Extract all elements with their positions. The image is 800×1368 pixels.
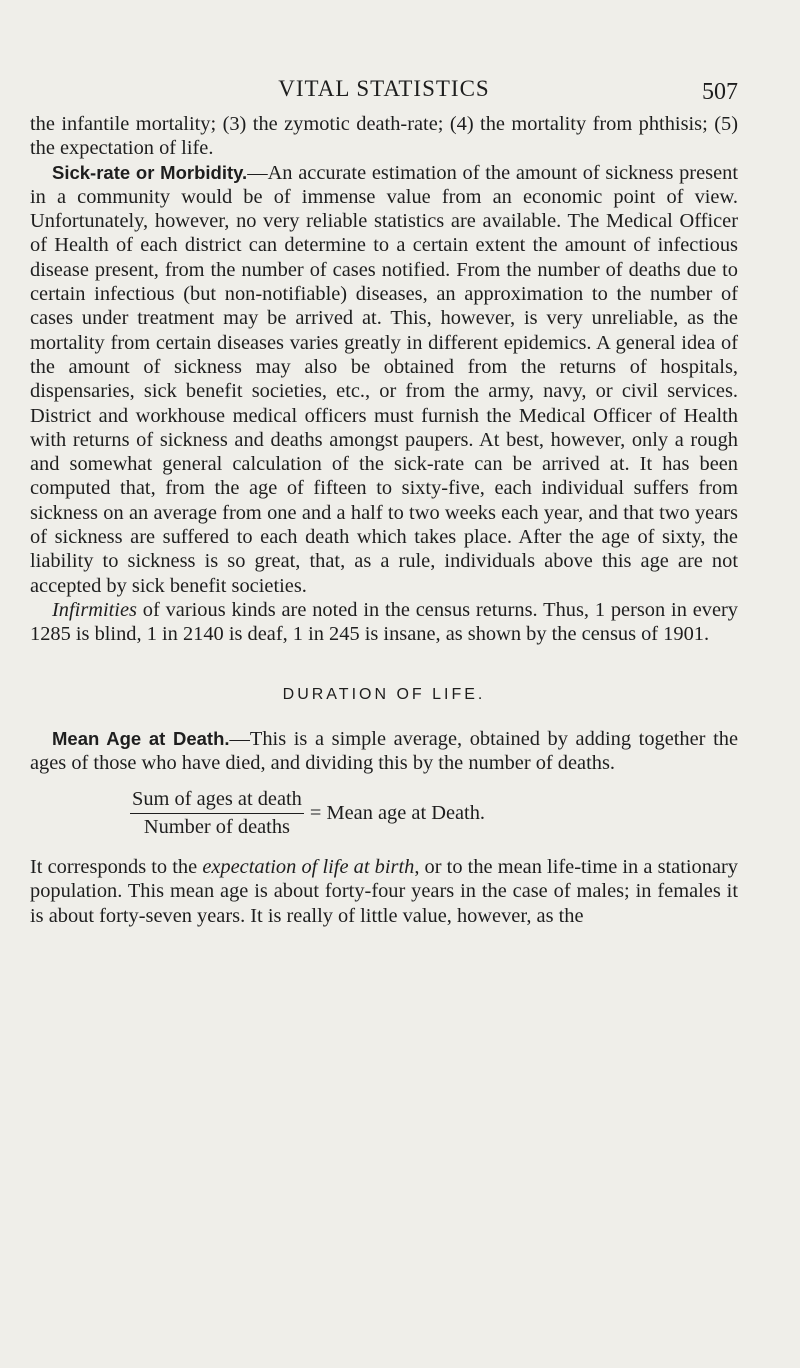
paragraph-text: —This is a simple average, obtained by adding together the ages of those who have died, and dividing this by the number of deaths.: [30, 727, 738, 775]
paragraph-sick-rate: [30, 161, 738, 598]
running-title: VITAL STATISTICS: [278, 76, 490, 101]
paragraph-text: the infantile mortality; (3) the zymotic death-rate; (4) the mortality from phthisis; (5) the expectation of life.: [30, 113, 738, 160]
paragraph-text-lead: It corresponds to the: [30, 856, 203, 879]
fraction-numerator: Sum of ages at death: [130, 787, 304, 813]
paragraph-infirmities: [30, 598, 738, 647]
paragraph-text: —An accurate estimation of the amount of sickness present in a community would be of immense value from an economic point of view. Unfortunately, however, no very reliable statistics are available. The Medical Officer of Health of each district can determine to a certain extent the amount of infectious disease present, from the number of cases notified. From the number of deaths due to certain infectious (but non-notifiable) diseases, an approximation to the number of cases under treatment may be arrived at. This, however, is very unreliable, as the mortality from certain diseases varies greatly in different epidemics. A general idea of the amount of sickness may also be obtained from the returns of hospitals, dispensaries, sick benefit societies, etc., or from the army, navy, or civil services. District and workhouse medical officers must furnish the Medical Officer of Health with returns of sickness and deaths amongst paupers. At best, however, only a rough and somewhat general calculation of the sick-rate can be arrived at. It has been computed that, from the age of fifteen to sixty-five, each individual suffers from sickness on an average from one and a half to two weeks each year, and that two years of sickness are suffered to each death which takes place. After the age of sixty, the liability to sickness is so great, that, as a rule, individuals above this age are not accepted by sick benefit societies.: [30, 161, 738, 597]
page-number: 507: [702, 79, 738, 105]
formula: [130, 787, 738, 839]
paragraph-text: , or to the mean life-time in a stationary population. This mean age is about forty-four years in the case of males; in females it is about forty-seven years. It is really of little value, however, as the: [30, 856, 738, 927]
fraction-denominator: Number of deaths: [143, 815, 290, 838]
paragraph-continuation: [30, 112, 738, 161]
fraction: [130, 787, 304, 839]
paragraph-expectation: [30, 855, 738, 928]
section-heading: DURATION OF LIFE.: [282, 685, 486, 703]
italic-lead: Infirmities: [52, 598, 137, 621]
italic-phrase: expectation of life at birth: [202, 856, 415, 879]
body-text: [30, 112, 738, 928]
run-in-heading: Sick-rate or Morbidity.: [52, 161, 248, 183]
paragraph-text: of various kinds are noted in the census returns. Thus, 1 person in every 1285 is blind, 1 in 2140 is deaf, 1 in 245 is insane, as shown by the census of 1901.: [30, 598, 738, 646]
paragraph-mean-age: [30, 727, 738, 776]
formula-result: = Mean age at Death.: [309, 802, 486, 825]
run-in-heading: Mean Age at Death.: [52, 727, 230, 749]
running-head: [30, 76, 738, 110]
